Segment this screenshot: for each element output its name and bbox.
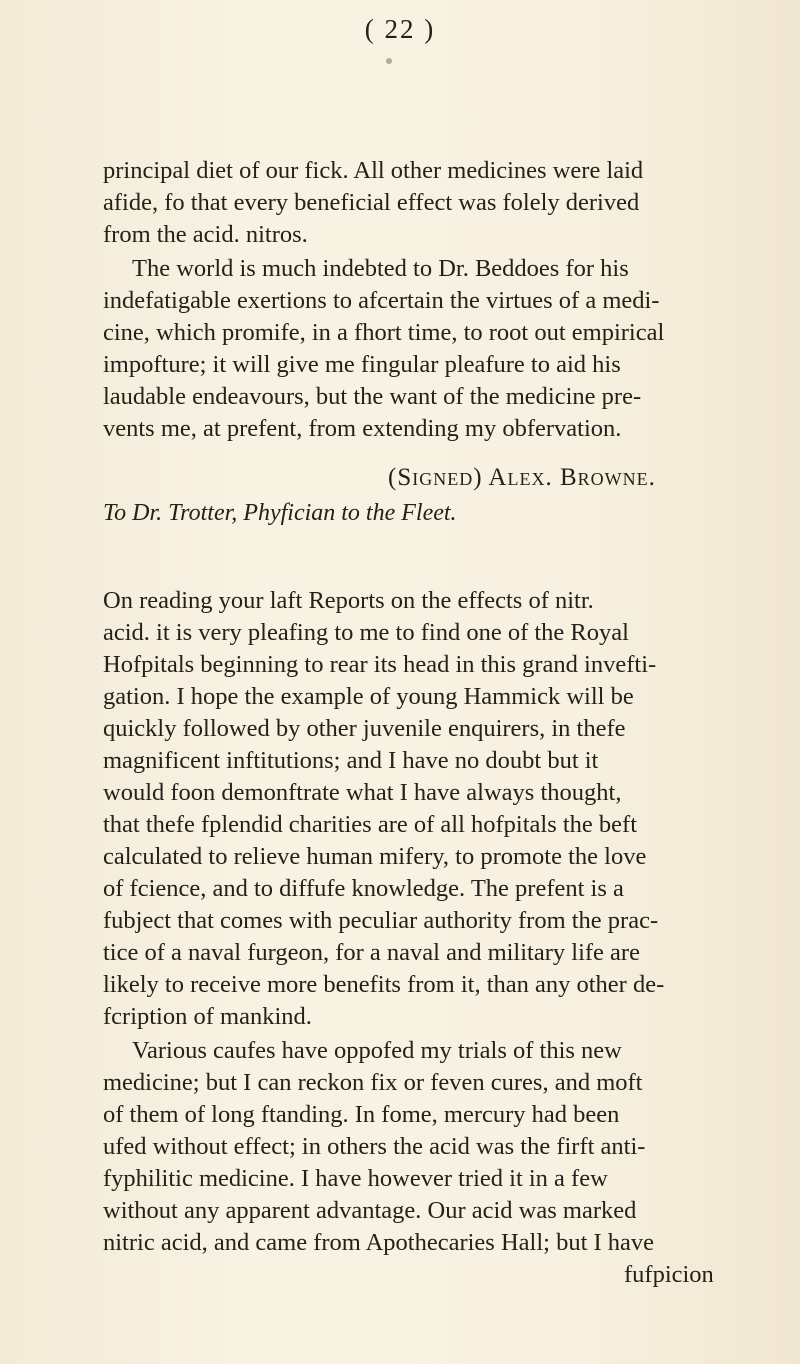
text-line: ufed without effect; in others the acid was the firft anti- — [103, 1133, 646, 1160]
text-line: magnificent inftitutions; and I have no doubt but it — [103, 747, 599, 774]
ink-spot — [386, 58, 392, 64]
letter-address: To Dr. Trotter, Phyfician to the Fleet. — [103, 500, 457, 526]
catchword: fufpicion — [624, 1261, 714, 1288]
text-line: nitric acid, and came from Apothecaries Hall; but I have — [103, 1229, 655, 1256]
text-line: of fcience, and to diffufe knowledge. The prefent is a — [103, 875, 624, 902]
text-line: acid. it is very pleafing to me to find one of the Royal — [103, 619, 629, 646]
text-line: impofture; it will give me fingular pleafure to aid his — [103, 351, 621, 378]
text-line: afide, fo that every beneficial effect was folely derived — [103, 189, 640, 216]
text-line: laudable endeavours, but the want of the medicine pre- — [103, 383, 642, 410]
text-line: principal diet of our fick. All other medicines were laid — [103, 157, 644, 184]
text-line: tice of a naval furgeon, for a naval and military life are — [103, 939, 640, 966]
text-line: calculated to relieve human mifery, to promote the love — [103, 843, 647, 870]
text-line: that thefe fplendid charities are of all hofpitals the beft — [103, 811, 638, 838]
text-line: of them of long ftanding. In fome, mercury had been — [103, 1101, 620, 1128]
page-number: ( 22 ) — [364, 14, 436, 44]
text-line: from the acid. nitros. — [103, 221, 308, 248]
text-line: On reading your laft Reports on the effects of nitr. — [103, 587, 594, 614]
text-line: gation. I hope the example of young Hammick will be — [103, 683, 634, 710]
text-line: vents me, at prefent, from extending my obfervation. — [103, 415, 622, 442]
text-line: Hofpitals beginning to rear its head in this grand inveftі- — [103, 651, 657, 678]
text-line: fubject that comes with peculiar authority from the prac- — [103, 907, 659, 934]
signature: (Signed) Alex. Browne. — [388, 464, 656, 491]
text-line: indefatigable exertions to afcertain the virtues of a medi- — [103, 287, 660, 314]
text-line: Various caufes have oppofed my trials of this new — [132, 1037, 622, 1064]
text-line: without any apparent advantage. Our acid was marked — [103, 1197, 637, 1224]
text-line: quickly followed by other juvenile enquirers, in thefe — [103, 715, 626, 742]
text-line: The world is much indebted to Dr. Beddoes for his — [132, 255, 629, 282]
text-line: cine, which promife, in a fhort time, to root out empirical — [103, 319, 665, 346]
text-line: fyphilitic medicine. I have however tried it in a few — [103, 1165, 608, 1192]
text-line: fcription of mankind. — [103, 1003, 312, 1030]
text-line: medicine; but I can reckon fix or feven cures, and moft — [103, 1069, 643, 1096]
text-line: would foon demonftrate what I have always thought, — [103, 779, 622, 806]
text-line: likely to receive more benefits from it, than any other de- — [103, 971, 665, 998]
